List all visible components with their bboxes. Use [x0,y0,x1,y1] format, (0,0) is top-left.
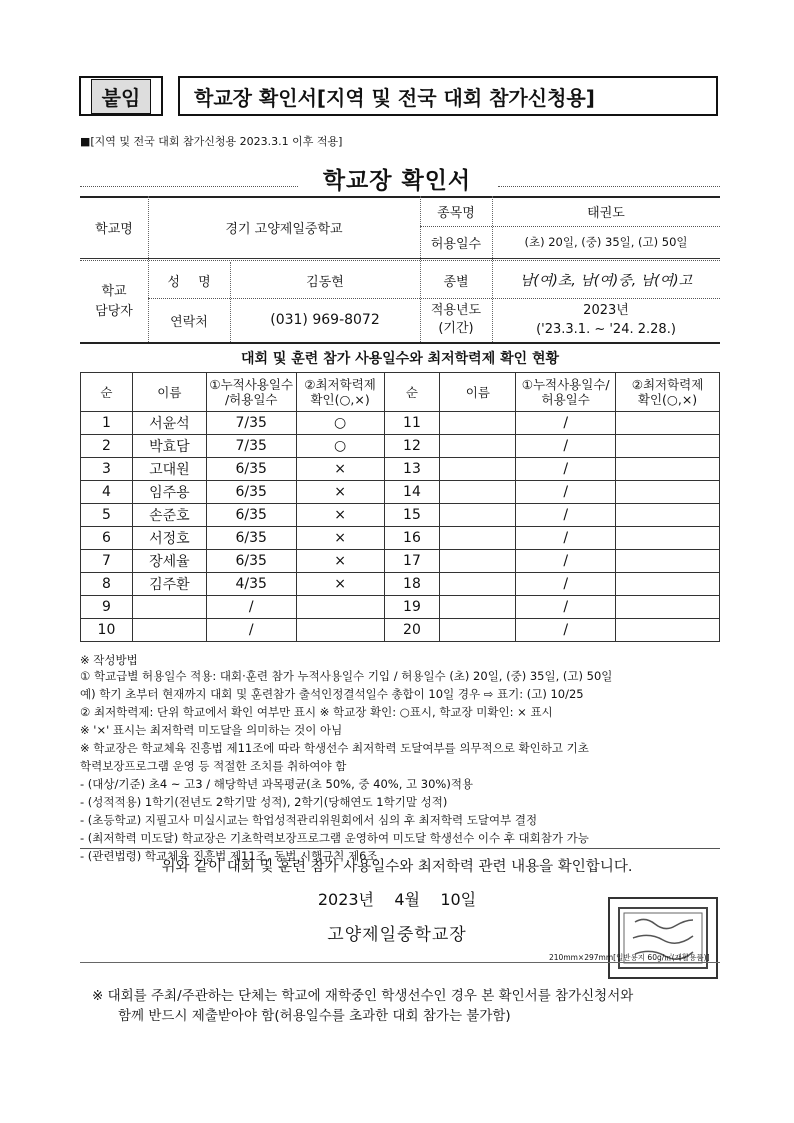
table-cell: 김주환 [132,573,206,596]
official-seal [608,897,718,979]
table-cell: 6/35 [206,504,296,527]
instruction-line: - (대상/기준) 초4 ~ 고3 / 해당학년 과목평균(초 50%, 중 40%, 고 30%)적용 [80,777,474,791]
table-row [81,550,720,573]
table-cell: 4/35 [206,573,296,596]
col-header-check: ②최저학력제 확인(○,×) [296,373,384,412]
instruction-line: 학력보장프로그램 운영 등 적절한 조치를 취하여야 함 [80,759,347,773]
page-title: 학교장 확인서 [322,168,472,194]
participation-table [80,372,720,642]
col-header-check-2: ②최저학력제 확인(○,×) [616,373,720,412]
table-cell: 9 [81,596,133,619]
table-cell: ○ [296,435,384,458]
table-cell [440,481,516,504]
applicability-note: ■[지역 및 전국 대회 참가신청용 2023.3.1 이후 적용] [80,135,343,148]
table-cell: 18 [384,573,440,596]
table-cell [616,504,720,527]
table-cell: 7/35 [206,412,296,435]
table-cell [440,527,516,550]
instruction-line: - (관련법령) 학교체육 진흥법 제11조, 동법 시행규칙 제6조 [80,849,378,863]
year-value-cell [492,298,720,342]
table-cell: 8 [81,573,133,596]
table-cell: 15 [384,504,440,527]
table-cell: 20 [384,619,440,642]
table-cell [440,550,516,573]
sport-value: 태권도 [587,205,625,221]
table-cell [616,481,720,504]
contact-label: 연락처 [170,314,208,330]
table-cell [132,619,206,642]
principal-name: 고양제일중학교장 [327,925,467,945]
table-row [81,481,720,504]
table-cell: / [516,550,616,573]
instruction-line: - (초등학교) 지필고사 미실시교는 학업성적관리위원회에서 심의 후 최저학력 도달여부 결정 [80,813,538,827]
table-cell [440,435,516,458]
table-cell: × [296,573,384,596]
table-cell [616,412,720,435]
table-row [81,596,720,619]
days-value: (초) 20일, (중) 35일, (고) 50일 [524,235,688,249]
table-cell [616,458,720,481]
table-cell: 14 [384,481,440,504]
table-cell: × [296,481,384,504]
col-header-no-2: 순 [384,373,440,412]
table-cell: / [516,435,616,458]
table-cell: 장세율 [132,550,206,573]
table-cell: ○ [296,412,384,435]
table-row [81,527,720,550]
table-cell: 서정호 [132,527,206,550]
instruction-line: ① 학교급별 허용일수 적용: 대회·훈련 참가 누적사용일수 기입 / 허용일수 (초) 20일, (중) 35일, (고) 50일 [80,669,613,683]
manager-label: 학교 담당자 [95,284,133,319]
paper-spec: 210mm×297mm[일반용지 60g/㎡(재활용품)] [549,953,710,962]
table-cell [616,596,720,619]
table-cell: 박효담 [132,435,206,458]
table-cell: 손준호 [132,504,206,527]
table-cell: / [516,481,616,504]
instruction-line: - (성적적용) 1학기(전년도 2학기말 성적), 2학기(당해연도 1학기말 성적) [80,795,448,809]
table-cell: 19 [384,596,440,619]
table-cell [132,596,206,619]
col-header-name: 이름 [132,373,206,412]
table-cell: / [206,596,296,619]
table-cell: / [516,619,616,642]
header-title: 학교장 확인서[지역 및 전국 대회 참가신청용] [178,76,718,116]
table-cell [616,527,720,550]
col-header-no: 순 [81,373,133,412]
table-cell: × [296,550,384,573]
table-cell: 7/35 [206,435,296,458]
table-cell: 4 [81,481,133,504]
table-cell [440,458,516,481]
school-value: 경기 고양제일중학교 [225,221,343,237]
table-cell: / [516,573,616,596]
instruction-line: - (최저학력 미도달) 학교장은 기초학력보장프로그램 운영하여 미도달 학생선수 이수 후 대회참가 가능 [80,831,589,845]
table-cell: 5 [81,504,133,527]
table-title: 대회 및 훈련 참가 사용일수와 최저학력제 확인 현황 [240,351,560,367]
confirm-statement: 위와 같이 대회 및 훈련 참가 사용일수와 최저학력 관련 내용을 확인합니다. [161,859,633,875]
table-row [81,619,720,642]
table-cell: / [516,412,616,435]
table-cell: 10 [81,619,133,642]
table-cell: / [206,619,296,642]
table-cell: 13 [384,458,440,481]
table-cell: 7 [81,550,133,573]
table-row [81,504,720,527]
name-label: 성 명 [167,274,211,290]
table-cell: 16 [384,527,440,550]
instructions-divider [80,848,720,849]
table-cell [296,596,384,619]
category-label: 종별 [443,274,469,290]
table-cell: 6/35 [206,481,296,504]
table-cell [616,550,720,573]
table-cell [440,412,516,435]
table-cell [296,619,384,642]
table-cell: 1 [81,412,133,435]
days-label: 허용일수 [430,236,482,252]
issue-date: 2023년 4월 10일 [317,890,477,909]
school-label: 학교명 [95,221,133,237]
table-cell: × [296,458,384,481]
table-cell [440,504,516,527]
instruction-line: ※ '×' 표시는 최저학력 미도달을 의미하는 것이 아님 [80,723,343,737]
table-row [81,435,720,458]
table-cell: 3 [81,458,133,481]
table-cell: 17 [384,550,440,573]
table-row [81,458,720,481]
sport-label: 종목명 [437,205,475,221]
table-cell: / [516,504,616,527]
instruction-line: ② 최저학력제: 단위 학교에서 확인 여부만 표시 ※ 학교장 확인: ○표시, 학교장 미확인: × 표시 [80,705,553,719]
col-header-name-2: 이름 [440,373,516,412]
table-cell [440,619,516,642]
year-value: 2023년 [583,303,629,318]
category-value: 남(여)초, 남(여)중, 남(여)고 [519,273,693,289]
table-cell: 서윤석 [132,412,206,435]
col-header-days: ①누적사용일수 /허용일수 [206,373,296,412]
table-cell [440,573,516,596]
attachment-tag [79,76,163,116]
table-cell: / [516,596,616,619]
table-cell: 11 [384,412,440,435]
table-cell: 고대원 [132,458,206,481]
table-cell [440,596,516,619]
table-cell: × [296,504,384,527]
table-cell: / [516,458,616,481]
table-cell [616,435,720,458]
instruction-line: 예) 학기 초부터 현재까지 대회 및 훈련참가 출석인정결석일수 총합이 10일 경우 ⇨ 표기: (고) 10/25 [80,687,584,701]
table-row [81,412,720,435]
table-cell: 6/35 [206,458,296,481]
table-cell: 2 [81,435,133,458]
instructions-heading: ※ 작성방법 [80,653,138,667]
table-cell [616,619,720,642]
col-header-days-2: ①누적사용일수/ 허용일수 [516,373,616,412]
instruction-line: ※ 학교장은 학교체육 진흥법 제11조에 따라 학생선수 최저학력 도달여부를 의무적으로 확인하고 기초 [80,741,589,755]
name-value: 김동현 [306,274,344,290]
table-row [81,573,720,596]
year-period: ('23.3.1. ~ '24. 2.28.) [536,322,676,337]
submission-note-1: ※ 대회를 주최/주관하는 단체는 학교에 재학중인 학생선수인 경우 본 확인서를 참가신청서와 [92,988,634,1004]
year-label: 적용년도 (기간) [430,303,482,336]
bottom-rule [80,962,720,963]
table-cell: × [296,527,384,550]
contact-value: (031) 969-8072 [270,312,380,328]
table-header-row [81,373,720,412]
table-cell: 6/35 [206,550,296,573]
table-cell: 6/35 [206,527,296,550]
table-cell: 임주용 [132,481,206,504]
submission-note-2: 함께 반드시 제출받아야 함(허용일수를 초과한 대회 참가는 불가함) [118,1008,511,1024]
attachment-tag-label: 붙임 [91,79,152,114]
table-cell [616,573,720,596]
table-cell: 6 [81,527,133,550]
table-cell: / [516,527,616,550]
table-cell: 12 [384,435,440,458]
